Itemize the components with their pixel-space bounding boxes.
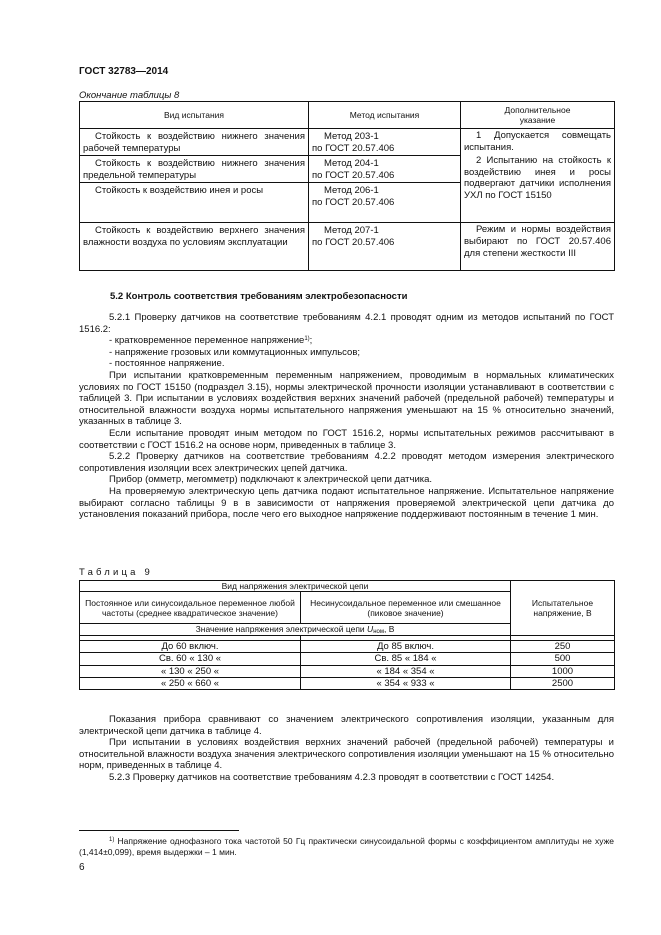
table8-row — [80, 129, 615, 156]
unit-text: Значение напряжения электрической цепи — [195, 624, 368, 635]
method-line: по ГОСТ 20.57.406 — [312, 196, 395, 208]
table8-header-note-line1: Дополнительное — [504, 104, 571, 115]
table8-header-row — [80, 102, 615, 129]
method-line: по ГОСТ 20.57.406 — [312, 142, 395, 154]
unit-subscript: ном — [373, 629, 384, 636]
list-item: - напряжение грозовых или коммутационных импульсов; — [109, 346, 361, 358]
table8-notes-cell — [461, 129, 615, 223]
table8-cell-test: Стойкость к воздействию нижнего значения предельной температуры — [80, 156, 309, 183]
paragraph: 5.2.3 Проверку датчиков на соответствие требованиям 4.2.3 проводят в соответствии с ГОСТ 14254. — [109, 771, 555, 783]
table9-test-voltage-header: Испытательное напряжение, В — [511, 581, 615, 636]
table8-note-3: Режим и нормы воздействия выбирают по ГОСТ 20.57.406 для степени жесткости III — [461, 223, 615, 271]
footnote-mark: 1) — [109, 837, 115, 843]
table9-cell-a: До 60 включ. — [80, 640, 301, 652]
paragraph: Показания прибора сравнивают со значением электрического сопротивления изоляции, указанным для электрической цепи датчика в таблице 4. — [79, 714, 614, 737]
table-9 — [79, 580, 615, 690]
footnote-ref: 1) — [304, 336, 310, 343]
table9-col2-header: Несинусоидальное переменное или смешанное (пиковое значение) — [301, 592, 511, 624]
table8-header-test: Вид испытания — [80, 102, 309, 129]
paragraph: При испытании кратковременным переменным напряжением, проводимым в нормальных климатических условиях по ГОСТ 15150 (подраздел 3.15), нормы электрической прочности изоляции устанавливают в соответствии с таблицей 3. При испытании в условиях воздействия верхних значений рабочей (предельной рабочей) температуры и относительной влажности воздуха нормы испытательного напряжения уменьшают на 15 % относительно значений, указанных в таблице 3. — [79, 369, 614, 428]
table9-cell-c: 500 — [511, 653, 615, 665]
standard-header: ГОСТ 32783—2014 — [79, 66, 169, 77]
table8-cell-test: Стойкость к воздействию инея и росы — [80, 183, 309, 223]
table8-cell-method — [309, 156, 461, 183]
table8-cell-method — [309, 129, 461, 156]
table8-note-1: 1 Допускается совмещать испытания. — [464, 130, 611, 153]
table9-unit-header — [80, 624, 511, 635]
table9-top-header: Вид напряжения электрической цепи — [80, 581, 511, 592]
table8-caption: Окончание таблицы 8 — [79, 90, 180, 101]
method-line: Метод 204-1 — [324, 158, 379, 170]
table-row — [80, 653, 615, 665]
list-item — [79, 335, 614, 347]
table8-cell-test: Стойкость к воздействию нижнего значения рабочей температуры — [80, 129, 309, 156]
table8-cell-test: Стойкость к воздействию верхнего значения влажности воздуха по условиям эксплуатации — [80, 223, 309, 271]
table8-note-2: 2 Испытанию на стойкость к воздействию инея и росы подвергают датчики исполнения УХЛ по ГОСТ 15150 — [464, 155, 611, 201]
section-body — [79, 312, 614, 521]
table9-cell-c: 2500 — [511, 678, 615, 690]
paragraph: Прибор (омметр, мегомметр) подключают к электрической цепи датчика. — [109, 474, 433, 486]
table9-cell-a: Св. 60 « 130 « — [80, 653, 301, 665]
table8-cell-method — [309, 183, 461, 223]
paragraph: Если испытание проводят иным методом по ГОСТ 1516.2, нормы испытательных режимов рассчитывают в соответствии с ГОСТ 1516.2 на основе норм, приведенных в таблице 3. — [79, 427, 614, 451]
table8-header-note — [461, 102, 615, 129]
unit-suffix: , В — [383, 624, 395, 635]
method-line: Метод 207-1 — [324, 225, 379, 237]
table9-cell-c: 250 — [511, 640, 615, 652]
footnote-divider — [79, 830, 239, 831]
table9-cell-b: « 354 « 933 « — [301, 678, 511, 690]
table9-col1-header: Постоянное или синусоидальное переменное любой частоты (среднее квадратическое значение) — [80, 592, 301, 624]
method-line: по ГОСТ 20.57.406 — [312, 236, 395, 248]
table8-cell-method — [309, 223, 461, 271]
table9-cell-a: « 250 « 660 « — [80, 678, 301, 690]
method-line: Метод 203-1 — [324, 131, 379, 142]
unit-symbol: U — [367, 624, 374, 635]
method-line: Метод 206-1 — [324, 185, 379, 197]
table8-header-method: Метод испытания — [309, 102, 461, 129]
page-number: 6 — [79, 862, 85, 873]
table-row — [80, 678, 615, 690]
table8-row — [80, 223, 615, 271]
method-line: по ГОСТ 20.57.406 — [312, 169, 395, 181]
list-item: - постоянное напряжение. — [109, 358, 225, 370]
table-8 — [79, 101, 615, 271]
footnote — [79, 836, 614, 857]
after-table-body — [79, 714, 614, 784]
table9-cell-a: « 130 « 250 « — [80, 665, 301, 677]
table8-header-note-line2: указание — [519, 115, 556, 125]
table9-cell-c: 1000 — [511, 665, 615, 677]
footnote-text: Напряжение однофазного тока частотой 50 Гц практически синусоидальной формы с коэффициентом амплитуды не хуже (1,414±0,099), время выдержки – 1 мин. — [79, 836, 614, 857]
table9-cell-b: « 184 « 354 « — [301, 665, 511, 677]
paragraph: 5.2.2 Проверку датчиков на соответствие требованиям 4.2.2 проводят методом измерения электрического сопротивления изоляции всех электрических цепей датчика. — [79, 451, 614, 474]
paragraph: 5.2.1 Проверку датчиков на соответствие требованиям 4.2.1 проводят одним из методов испытаний по ГОСТ 1516.2: — [79, 312, 614, 335]
list-item-end: ; — [309, 335, 313, 347]
paragraph: При испытании в условиях воздействия верхних значений рабочей (предельной рабочей) температуры и относительной влажности воздуха значения электрического сопротивления изоляции уменьшают на 15 % относительно норм, приведенных в таблице 4. — [79, 737, 614, 772]
table9-cell-b: До 85 включ. — [301, 640, 511, 652]
table9-caption: Таблица 9 — [79, 567, 153, 578]
table-row — [80, 665, 615, 677]
table-row — [80, 640, 615, 652]
section-title: 5.2 Контроль соответствия требованиям электробезопасности — [110, 291, 408, 302]
table9-header-row — [80, 581, 615, 592]
paragraph: На проверяемую электрическую цепь датчика подают испытательное напряжение. Испытательное напряжение выбирают согласно таблицы 9 в в зависимости от напряжения проверяемой электрической цепи датчика до установления показаний прибора, после чего его выходное напряжение поддерживают постоянным в течение 1 мин. — [79, 485, 614, 521]
table9-cell-b: Св. 85 « 184 « — [301, 653, 511, 665]
list-item-text: - кратковременное переменное напряжение — [109, 335, 305, 347]
